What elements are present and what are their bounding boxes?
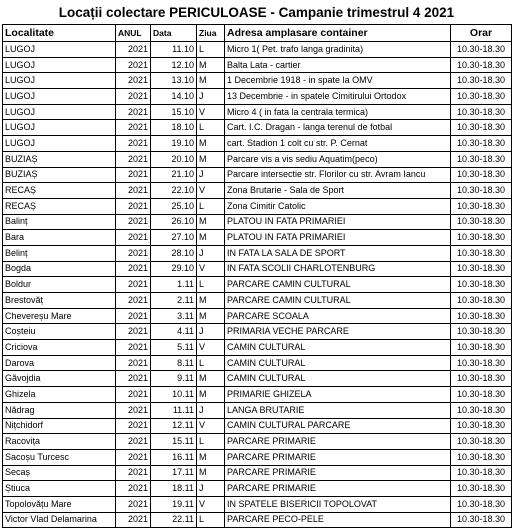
table-row	[3, 387, 512, 403]
cell-localitate: Bara	[3, 230, 116, 246]
cell-anul: 2021	[116, 167, 151, 183]
table-row	[3, 89, 512, 105]
cell-localitate: RECAȘ	[3, 183, 116, 199]
cell-ziua: J	[197, 481, 225, 497]
table-row	[3, 340, 512, 356]
cell-orar: 10.30-18.30	[451, 308, 512, 324]
table-row	[3, 418, 512, 434]
cell-anul: 2021	[116, 104, 151, 120]
cell-localitate: Găvojdia	[3, 371, 116, 387]
cell-localitate: LUGOJ	[3, 42, 116, 58]
cell-anul: 2021	[116, 324, 151, 340]
header-adresa: Adresa amplasare container	[225, 25, 451, 42]
cell-orar: 10.30-18.30	[451, 151, 512, 167]
cell-orar: 10.30-18.30	[451, 230, 512, 246]
cell-ziua: J	[197, 402, 225, 418]
cell-localitate: Știuca	[3, 481, 116, 497]
cell-adresa: CAMIN CULTURAL PARCARE	[225, 418, 451, 434]
cell-data: 10.11	[151, 387, 197, 403]
header-orar: Orar	[451, 25, 512, 42]
cell-localitate: Chevereșu Mare	[3, 308, 116, 324]
table-row	[3, 198, 512, 214]
cell-adresa: Parcare intersectie str. Florilor cu str. Avram Iancu	[225, 167, 451, 183]
cell-anul: 2021	[116, 89, 151, 105]
cell-ziua: V	[197, 496, 225, 512]
cell-orar: 10.30-18.30	[451, 418, 512, 434]
table-row	[3, 434, 512, 450]
cell-ziua: M	[197, 293, 225, 309]
cell-data: 15.11	[151, 434, 197, 450]
cell-anul: 2021	[116, 449, 151, 465]
cell-orar: 10.30-18.30	[451, 324, 512, 340]
cell-orar: 10.30-18.30	[451, 387, 512, 403]
cell-anul: 2021	[116, 151, 151, 167]
cell-orar: 10.30-18.30	[451, 293, 512, 309]
cell-localitate: Boldur	[3, 277, 116, 293]
table-body	[3, 42, 512, 528]
cell-adresa: cart. Stadion 1 colt cu str. P. Cernat	[225, 136, 451, 152]
cell-orar: 10.30-18.30	[451, 481, 512, 497]
cell-localitate: Brestovăț	[3, 293, 116, 309]
cell-anul: 2021	[116, 371, 151, 387]
table-row	[3, 120, 512, 136]
cell-ziua: M	[197, 387, 225, 403]
cell-anul: 2021	[116, 214, 151, 230]
table-row	[3, 277, 512, 293]
cell-localitate: LUGOJ	[3, 120, 116, 136]
cell-localitate: BUZIAȘ	[3, 151, 116, 167]
cell-adresa: PARCARE PRIMARIE	[225, 465, 451, 481]
cell-anul: 2021	[116, 73, 151, 89]
table-row	[3, 183, 512, 199]
table-row	[3, 104, 512, 120]
table-row	[3, 481, 512, 497]
cell-adresa: PARCARE PRIMARIE	[225, 481, 451, 497]
cell-adresa: PARCARE SCOALA	[225, 308, 451, 324]
table-row	[3, 371, 512, 387]
cell-data: 5.11	[151, 340, 197, 356]
cell-localitate: LUGOJ	[3, 57, 116, 73]
cell-adresa: PRIMARIE GHIZELA	[225, 387, 451, 403]
cell-localitate: Sacoșu Turcesc	[3, 449, 116, 465]
cell-anul: 2021	[116, 355, 151, 371]
cell-adresa: Zona Cimitir Catolic	[225, 198, 451, 214]
cell-anul: 2021	[116, 293, 151, 309]
table-row	[3, 449, 512, 465]
cell-adresa: PLATOU IN FATA PRIMARIEI	[225, 230, 451, 246]
cell-ziua: V	[197, 340, 225, 356]
cell-adresa: Micro 1( Pet. trafo langa gradinita)	[225, 42, 451, 58]
cell-data: 26.10	[151, 214, 197, 230]
cell-data: 27.10	[151, 230, 197, 246]
cell-localitate: Topolovățu Mare	[3, 496, 116, 512]
cell-orar: 10.30-18.30	[451, 449, 512, 465]
cell-localitate: Bogda	[3, 261, 116, 277]
cell-ziua: L	[197, 512, 225, 528]
cell-localitate: Racovița	[3, 434, 116, 450]
cell-anul: 2021	[116, 57, 151, 73]
header-data: Data	[151, 25, 197, 42]
cell-adresa: PLATOU IN FATA PRIMARIEI	[225, 214, 451, 230]
page-title: Locații colectare PERICULOASE - Campanie trimestrul 4 2021	[58, 5, 455, 20]
cell-ziua: J	[197, 167, 225, 183]
cell-adresa: Parcare vis a vis sediu Aquatim(peco)	[225, 151, 451, 167]
cell-ziua: M	[197, 465, 225, 481]
cell-anul: 2021	[116, 198, 151, 214]
table-row	[3, 73, 512, 89]
cell-data: 22.10	[151, 183, 197, 199]
cell-ziua: L	[197, 277, 225, 293]
cell-data: 21.10	[151, 167, 197, 183]
cell-data: 8.11	[151, 355, 197, 371]
cell-ziua: M	[197, 449, 225, 465]
cell-orar: 10.30-18.30	[451, 465, 512, 481]
cell-data: 13.10	[151, 73, 197, 89]
cell-adresa: Micro 4 ( in fata la centrala termica)	[225, 104, 451, 120]
cell-data: 9.11	[151, 371, 197, 387]
cell-localitate: Balinț	[3, 214, 116, 230]
cell-ziua: L	[197, 198, 225, 214]
cell-ziua: V	[197, 104, 225, 120]
cell-adresa: PARCARE PECO-PELE	[225, 512, 451, 528]
cell-orar: 10.30-18.30	[451, 261, 512, 277]
table-row	[3, 230, 512, 246]
cell-ziua: L	[197, 120, 225, 136]
cell-ziua: V	[197, 261, 225, 277]
header-anul: ANUL	[116, 25, 151, 42]
cell-orar: 10.30-18.30	[451, 402, 512, 418]
cell-localitate: LUGOJ	[3, 136, 116, 152]
cell-data: 25.10	[151, 198, 197, 214]
cell-orar: 10.30-18.30	[451, 496, 512, 512]
table-row	[3, 261, 512, 277]
cell-adresa: PARCARE CAMIN CULTURAL	[225, 293, 451, 309]
cell-adresa: Cart. I.C. Dragan - langa terenul de fotbal	[225, 120, 451, 136]
cell-adresa: IN FATA SCOLII CHARLOTENBURG	[225, 261, 451, 277]
cell-data: 4.11	[151, 324, 197, 340]
cell-orar: 10.30-18.30	[451, 73, 512, 89]
cell-adresa: PRIMARIA VECHE PARCARE	[225, 324, 451, 340]
cell-orar: 10.30-18.30	[451, 42, 512, 58]
cell-data: 12.10	[151, 57, 197, 73]
table-row	[3, 136, 512, 152]
cell-data: 19.10	[151, 136, 197, 152]
cell-orar: 10.30-18.30	[451, 371, 512, 387]
cell-data: 1.11	[151, 277, 197, 293]
table-header-row	[3, 25, 512, 42]
cell-adresa: CAMIN CULTURAL	[225, 355, 451, 371]
cell-orar: 10.30-18.30	[451, 340, 512, 356]
cell-data: 19.11	[151, 496, 197, 512]
cell-anul: 2021	[116, 496, 151, 512]
cell-orar: 10.30-18.30	[451, 245, 512, 261]
cell-data: 12.11	[151, 418, 197, 434]
cell-orar: 10.30-18.30	[451, 183, 512, 199]
table-row	[3, 512, 512, 528]
cell-orar: 10.30-18.30	[451, 277, 512, 293]
cell-data: 17.11	[151, 465, 197, 481]
cell-data: 18.11	[151, 481, 197, 497]
cell-adresa: Balta Lata - cartier	[225, 57, 451, 73]
cell-ziua: M	[197, 73, 225, 89]
cell-anul: 2021	[116, 512, 151, 528]
cell-ziua: M	[197, 57, 225, 73]
cell-orar: 10.30-18.30	[451, 89, 512, 105]
cell-orar: 10.30-18.30	[451, 104, 512, 120]
cell-data: 22.11	[151, 512, 197, 528]
cell-data: 3.11	[151, 308, 197, 324]
cell-ziua: L	[197, 42, 225, 58]
cell-anul: 2021	[116, 261, 151, 277]
cell-orar: 10.30-18.30	[451, 434, 512, 450]
cell-localitate: LUGOJ	[3, 89, 116, 105]
table-row	[3, 496, 512, 512]
cell-orar: 10.30-18.30	[451, 57, 512, 73]
cell-orar: 10.30-18.30	[451, 198, 512, 214]
table-row	[3, 151, 512, 167]
table-row	[3, 355, 512, 371]
cell-adresa: CAMIN CULTURAL	[225, 371, 451, 387]
cell-adresa: PARCARE PRIMARIE	[225, 434, 451, 450]
cell-anul: 2021	[116, 120, 151, 136]
cell-localitate: Ghizela	[3, 387, 116, 403]
cell-data: 11.10	[151, 42, 197, 58]
cell-data: 20.10	[151, 151, 197, 167]
collection-schedule-table	[2, 24, 512, 528]
cell-anul: 2021	[116, 183, 151, 199]
cell-data: 16.11	[151, 449, 197, 465]
cell-adresa: PARCARE PRIMARIE	[225, 449, 451, 465]
cell-orar: 10.30-18.30	[451, 512, 512, 528]
cell-ziua: M	[197, 214, 225, 230]
cell-ziua: J	[197, 245, 225, 261]
table-row	[3, 308, 512, 324]
cell-anul: 2021	[116, 136, 151, 152]
cell-anul: 2021	[116, 402, 151, 418]
cell-anul: 2021	[116, 434, 151, 450]
cell-localitate: Victor Vlad Delamarina	[3, 512, 116, 528]
cell-anul: 2021	[116, 387, 151, 403]
cell-anul: 2021	[116, 340, 151, 356]
cell-localitate: Coșteiu	[3, 324, 116, 340]
cell-ziua: J	[197, 324, 225, 340]
table-row	[3, 465, 512, 481]
cell-adresa: LANGA BRUTARIE	[225, 402, 451, 418]
cell-ziua: V	[197, 418, 225, 434]
table-row	[3, 214, 512, 230]
cell-anul: 2021	[116, 481, 151, 497]
cell-data: 18.10	[151, 120, 197, 136]
table-row	[3, 402, 512, 418]
cell-data: 15.10	[151, 104, 197, 120]
cell-anul: 2021	[116, 42, 151, 58]
cell-ziua: M	[197, 371, 225, 387]
cell-ziua: V	[197, 183, 225, 199]
cell-localitate: BUZIAȘ	[3, 167, 116, 183]
cell-anul: 2021	[116, 230, 151, 246]
cell-orar: 10.30-18.30	[451, 214, 512, 230]
cell-data: 28.10	[151, 245, 197, 261]
cell-anul: 2021	[116, 465, 151, 481]
cell-ziua: M	[197, 151, 225, 167]
cell-localitate: LUGOJ	[3, 104, 116, 120]
table-row	[3, 324, 512, 340]
table-row	[3, 42, 512, 58]
cell-anul: 2021	[116, 245, 151, 261]
table-row	[3, 293, 512, 309]
cell-adresa: CAMIN CULTURAL	[225, 340, 451, 356]
cell-localitate: Criciova	[3, 340, 116, 356]
table-row	[3, 57, 512, 73]
cell-data: 2.11	[151, 293, 197, 309]
cell-localitate: Darova	[3, 355, 116, 371]
cell-orar: 10.30-18.30	[451, 167, 512, 183]
cell-ziua: M	[197, 230, 225, 246]
cell-localitate: Belinț	[3, 245, 116, 261]
cell-ziua: J	[197, 89, 225, 105]
cell-anul: 2021	[116, 308, 151, 324]
cell-anul: 2021	[116, 277, 151, 293]
cell-localitate: LUGOJ	[3, 73, 116, 89]
header-localitate: Localitate	[3, 25, 116, 42]
cell-adresa: IN SPATELE BISERICII TOPOLOVAT	[225, 496, 451, 512]
cell-orar: 10.30-18.30	[451, 355, 512, 371]
cell-adresa: IN FATA LA SALA DE SPORT	[225, 245, 451, 261]
cell-ziua: M	[197, 136, 225, 152]
cell-orar: 10.30-18.30	[451, 120, 512, 136]
cell-localitate: Nădrag	[3, 402, 116, 418]
cell-data: 29.10	[151, 261, 197, 277]
cell-ziua: M	[197, 308, 225, 324]
table-row	[3, 245, 512, 261]
cell-data: 11.11	[151, 402, 197, 418]
cell-localitate: RECAȘ	[3, 198, 116, 214]
cell-anul: 2021	[116, 418, 151, 434]
table-row	[3, 167, 512, 183]
cell-ziua: L	[197, 355, 225, 371]
cell-ziua: L	[197, 434, 225, 450]
header-ziua: Ziua	[197, 25, 225, 42]
cell-adresa: PARCARE CAMIN CULTURAL	[225, 277, 451, 293]
cell-localitate: Nițchidorf	[3, 418, 116, 434]
cell-adresa: 1 Decembrie 1918 - in spate la OMV	[225, 73, 451, 89]
cell-localitate: Secaș	[3, 465, 116, 481]
cell-adresa: 13 Decembrie - in spatele Cimitirului Ortodox	[225, 89, 451, 105]
cell-orar: 10.30-18.30	[451, 136, 512, 152]
cell-data: 14.10	[151, 89, 197, 105]
cell-adresa: Zona Brutarie - Sala de Sport	[225, 183, 451, 199]
